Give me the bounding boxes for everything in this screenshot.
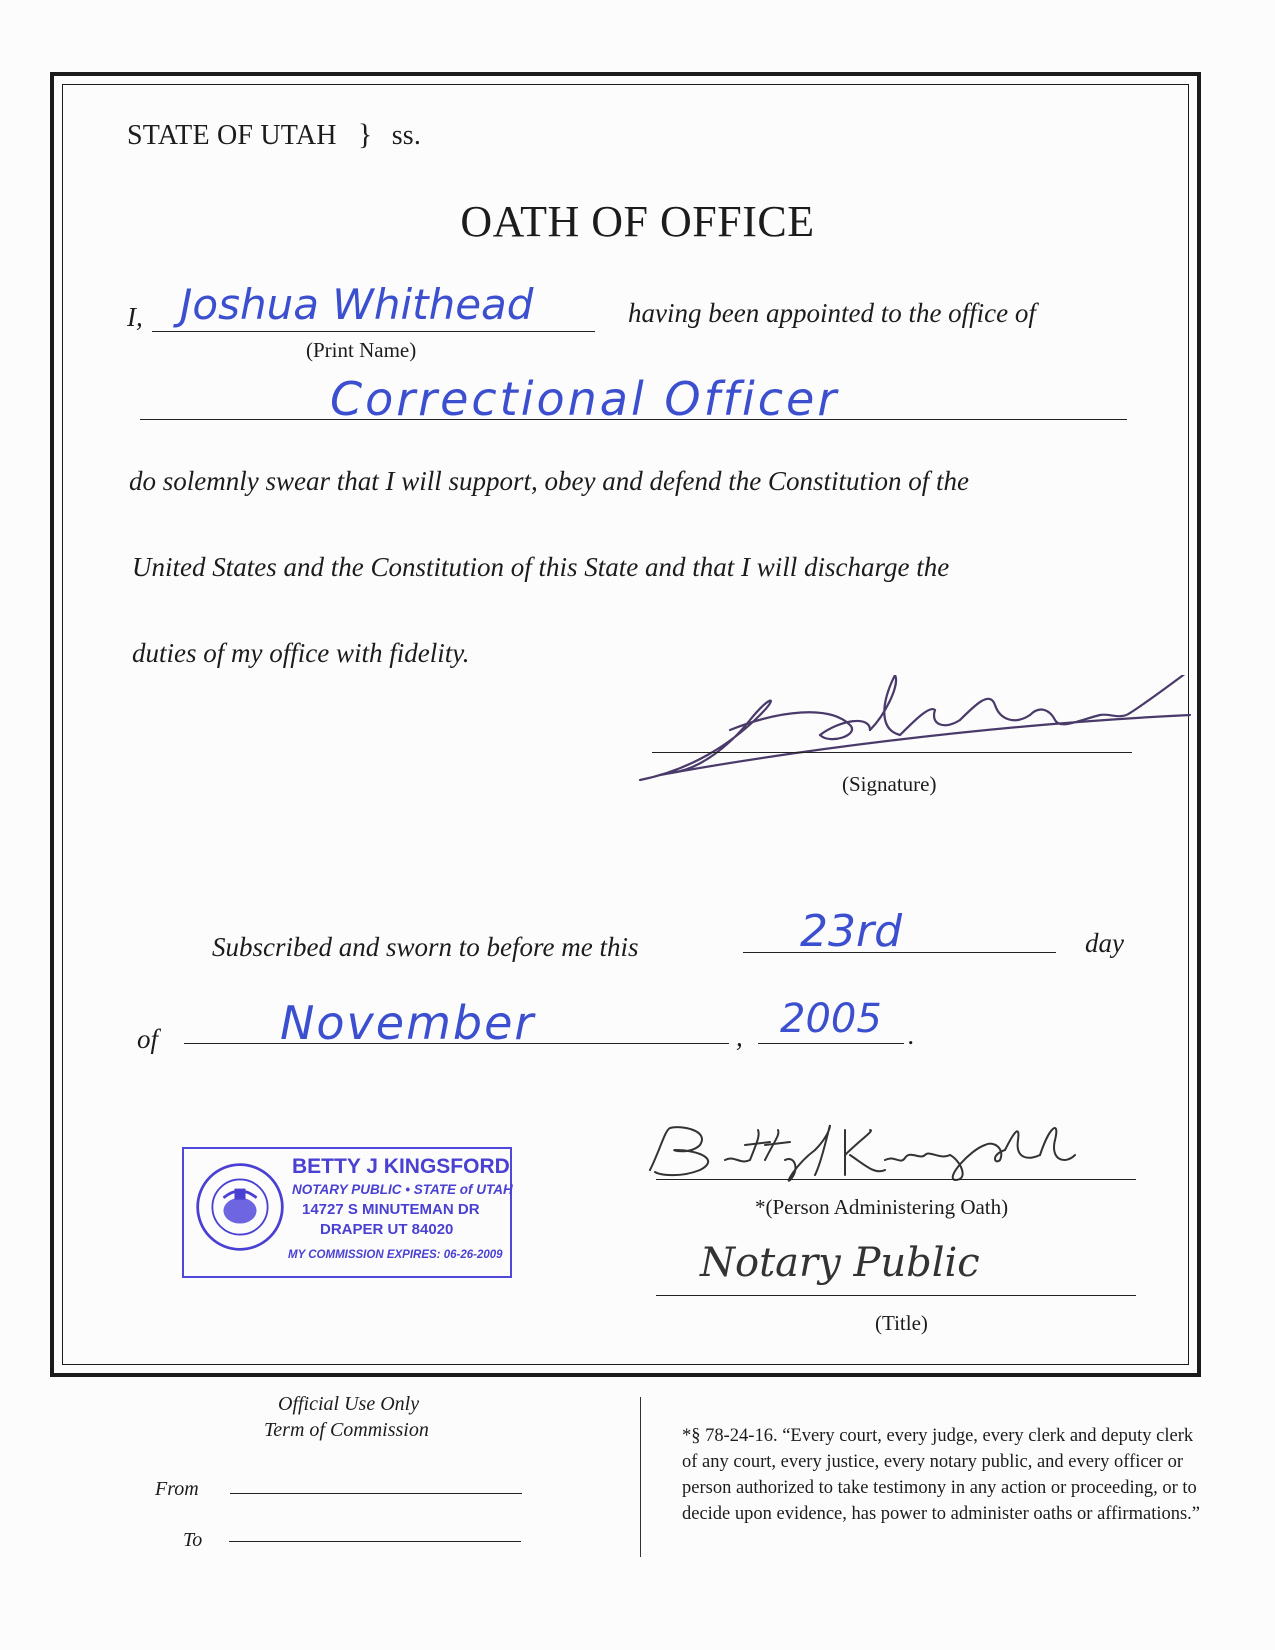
year-handwritten: 2005	[780, 996, 882, 1042]
state-seal-icon	[194, 1161, 286, 1253]
official-use-label: Official Use Only	[278, 1393, 420, 1415]
comma: ,	[736, 1022, 743, 1052]
stamp-line-3: 14727 S MINUTEMAN DR	[302, 1201, 480, 1218]
from-line[interactable]	[230, 1493, 522, 1494]
term-of-commission-label: Term of Commission	[264, 1419, 429, 1441]
to-label: To	[183, 1529, 203, 1551]
oath-prefix: I,	[127, 302, 143, 332]
oath-body-line-3: duties of my office with fidelity.	[132, 638, 470, 668]
name-line	[152, 331, 595, 332]
notary-stamp	[182, 1147, 512, 1278]
month-handwritten: November	[280, 996, 536, 1050]
brace: }	[357, 118, 373, 151]
stamp-line-2: NOTARY PUBLIC • STATE of UTAH	[292, 1182, 513, 1197]
office-handwritten: Correctional Officer	[330, 372, 840, 426]
name-handwritten: Joshua Whithead	[180, 280, 534, 329]
administrator-caption: *(Person Administering Oath)	[755, 1195, 1009, 1219]
statute-note: *§ 78-24-16. “Every court, every judge, every clerk and deputy clerk of any court, every justice, every notary public, and every officer or person authorized to take testimony in any action or proceeding, or to decide upon evidence, has power to administer oaths or affirmations.”	[682, 1426, 1201, 1524]
day-handwritten: 23rd	[800, 906, 903, 957]
title-handwritten: Notary Public	[700, 1240, 980, 1286]
oath-body-line-1: do solemnly swear that I will support, obey and defend the Constitution of the	[129, 466, 969, 496]
stamp-name: BETTY J KINGSFORD	[292, 1155, 510, 1178]
year-line	[758, 1043, 904, 1044]
administrator-line	[656, 1179, 1136, 1180]
ss-label: ss.	[391, 120, 422, 151]
title-caption: (Title)	[875, 1311, 928, 1335]
oath-body-line-2: United States and the Constitution of this State and that I will discharge the	[132, 552, 950, 582]
stamp-line-5: MY COMMISSION EXPIRES: 06-26-2009	[288, 1249, 503, 1261]
sworn-text: Subscribed and sworn to before me this	[212, 932, 639, 962]
to-line[interactable]	[229, 1541, 521, 1542]
footer-divider	[640, 1397, 641, 1557]
day-label: day	[1085, 928, 1124, 958]
from-label: From	[155, 1478, 199, 1500]
appointed-text: having been appointed to the office of	[628, 298, 1036, 328]
page-title: OATH OF OFFICE	[460, 197, 815, 246]
of-label: of	[137, 1024, 159, 1054]
signature-line	[652, 752, 1132, 753]
title-line	[656, 1295, 1136, 1296]
print-name-caption: (Print Name)	[306, 338, 417, 362]
state-name: STATE OF UTAH	[127, 120, 337, 151]
period: .	[908, 1020, 915, 1050]
state-heading	[127, 118, 421, 152]
signature-caption: (Signature)	[842, 772, 937, 796]
stamp-line-4: DRAPER UT 84020	[320, 1221, 454, 1238]
